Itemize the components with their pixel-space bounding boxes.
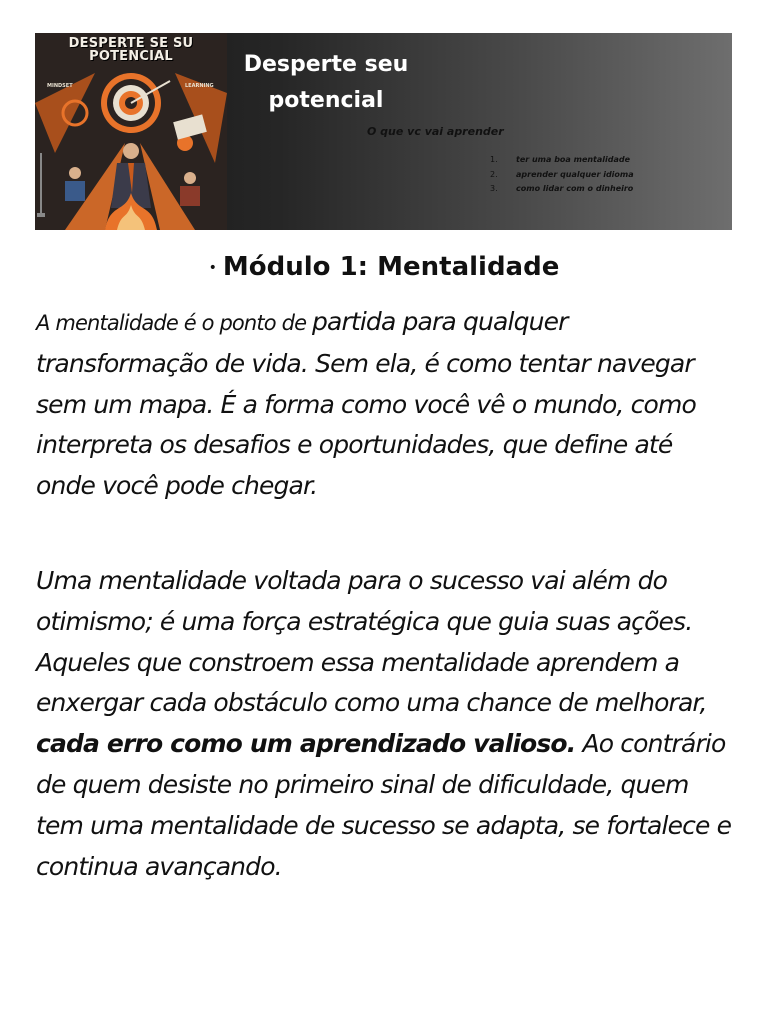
topic-item: 2. aprender qualquer idioma xyxy=(490,169,634,179)
banner-title: Desperte seu potencial xyxy=(243,52,409,113)
book-cover-image xyxy=(35,33,227,230)
cover-tag-learning: LEARNING xyxy=(185,83,214,89)
paragraph-part: Ao contrário de quem desiste no primeiro sinal de dificuldade, quem tem uma mentalidade de sucesso se adapta, se fortalece e continua avançando. xyxy=(36,729,732,881)
paragraph-success-mindset xyxy=(36,561,736,887)
bullet-icon: • xyxy=(208,259,217,276)
emphasis-text: cada erro como um aprendizado valioso. xyxy=(36,729,576,759)
paragraph-intro-lead: A mentalidade é o ponto de xyxy=(36,311,312,335)
module-title: Módulo 1: Mentalidade xyxy=(222,252,560,282)
paragraph-intro xyxy=(36,302,736,507)
topic-item: 3. como lidar com o dinheiro xyxy=(490,184,634,193)
topics-list xyxy=(490,153,634,197)
paragraph-part: Uma mentalidade voltada para o sucesso vai além do otimismo; é uma força estratégica que guia suas ações. Aqueles que constroem essa mentalidade aprendem a enxergar cada obstáculo como uma chance de melhorar, xyxy=(36,566,707,718)
header-banner xyxy=(35,33,732,230)
module-heading xyxy=(0,249,768,286)
paragraph-intro-rest: partida para qualquer transformação de vida. Sem ela, é como tentar navegar sem um mapa. É a forma como você vê o mundo, como interpreta os desafios e oportunidades, que define até onde você pode chegar. xyxy=(36,307,696,501)
topic-item: 1. ter uma boa mentalidade xyxy=(490,155,631,164)
banner-subtitle: O que vc vai aprender xyxy=(367,125,504,138)
cover-tag-mindset: MINDSET xyxy=(47,83,73,89)
cover-title: DESPERTE SE SU POTENCIAL xyxy=(68,36,194,64)
